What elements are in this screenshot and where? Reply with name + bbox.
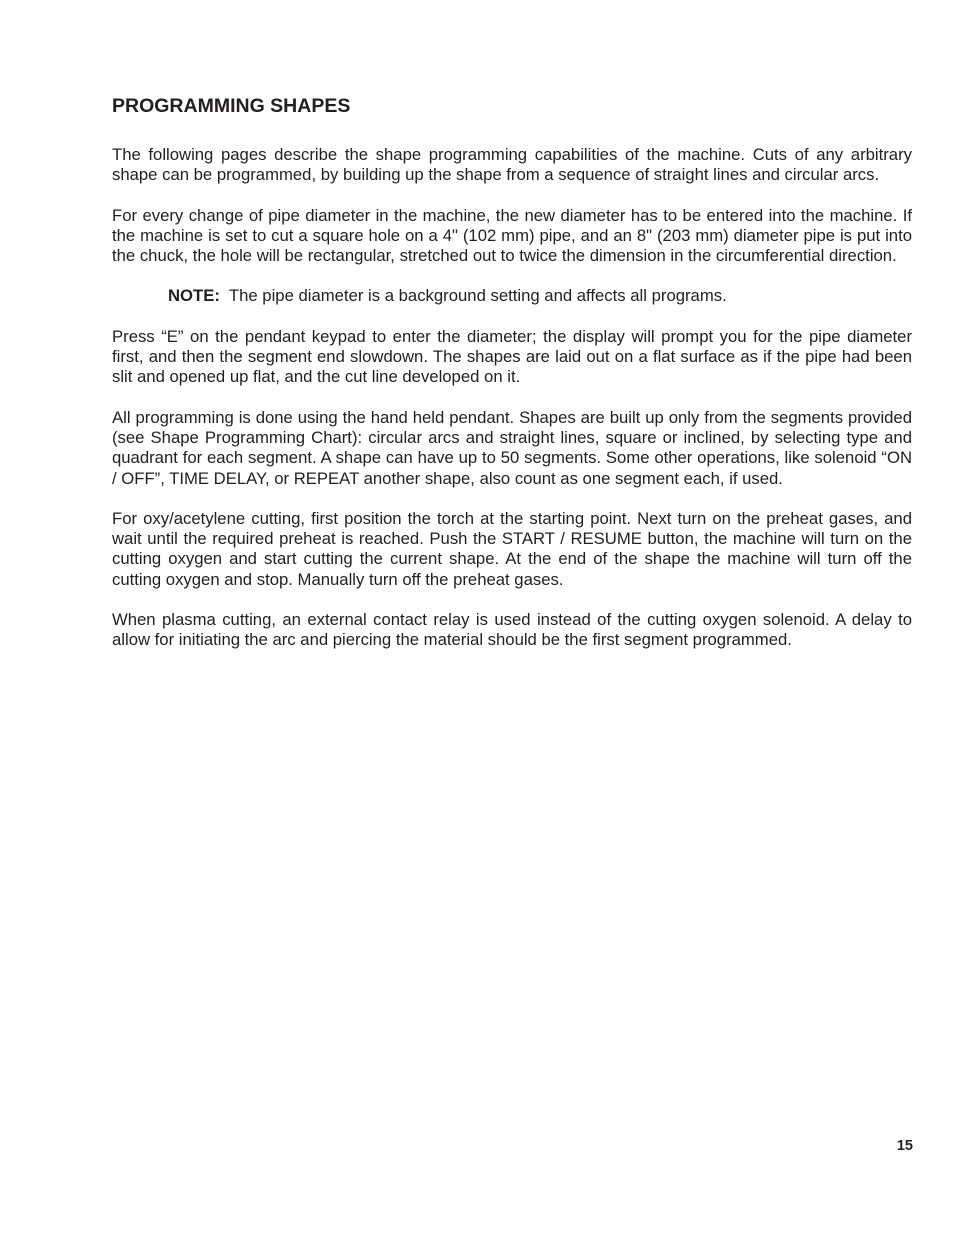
note xyxy=(168,286,912,306)
paragraph-pendant: All programming is done using the hand held pendant. Shapes are built up only from the segments provided (see Shape Programming Chart): circular arcs and straight lines, square or inclined, by selecting type and quadrant for each segment. A shape can have up to 50 segments. Some other operations, like solenoid “ON / OFF”, TIME DELAY, or REPEAT another shape, also count as one segment each, if used. xyxy=(112,407,912,488)
document-page xyxy=(112,94,912,671)
paragraph-pipe-diameter: For every change of pipe diameter in the machine, the new diameter has to be entered into the machine. If the machine is set to cut a square hole on a 4" (102 mm) pipe, and an 8" (203 mm) diameter pipe is put into the chuck, the hole will be rectangular, stretched out to twice the dimension in the circumferential direction. xyxy=(112,205,912,266)
paragraph-enter-diameter: Press “E” on the pendant keypad to enter the diameter; the display will prompt you for the pipe diameter first, and then the segment end slowdown. The shapes are laid out on a flat surface as if the pipe had been slit and opened up flat, and the cut line developed on it. xyxy=(112,326,912,387)
paragraph-oxy-acetylene: For oxy/acetylene cutting, first position the torch at the starting point. Next turn on the preheat gases, and wait until the required preheat is reached. Push the START / RESUME button, the machine will turn on the cutting oxygen and start cutting the current shape. At the end of the shape the machine will turn off the cutting oxygen and stop. Manually turn off the preheat gases. xyxy=(112,508,912,589)
note-text: The pipe diameter is a background setting and affects all programs. xyxy=(228,286,727,306)
section-heading: PROGRAMMING SHAPES xyxy=(112,95,351,117)
paragraph-intro: The following pages describe the shape programming capabilities of the machine. Cuts of any arbitrary shape can be programmed, by building up the shape from a sequence of straight lines and circular arcs. xyxy=(112,145,912,185)
page-number: 15 xyxy=(896,1138,913,1154)
note-label: NOTE: xyxy=(168,286,220,306)
paragraph-plasma: When plasma cutting, an external contact relay is used instead of the cutting oxygen solenoid. A delay to allow for initiating the arc and piercing the material should be the first segment programmed. xyxy=(112,610,912,650)
